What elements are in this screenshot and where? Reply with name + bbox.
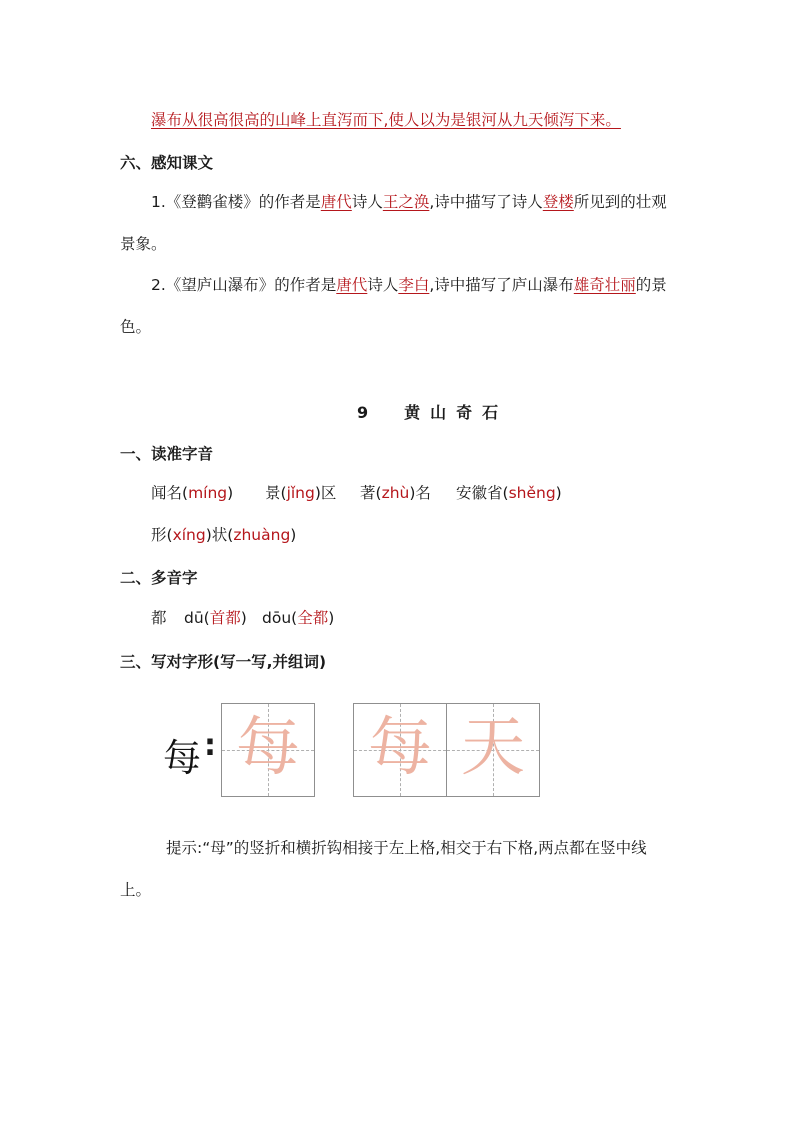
top-sentence: 瀑布从很高很高的山峰上直泻而下,使人以为是银河从九天倾泻下来。	[151, 111, 621, 129]
writing-grid-single	[221, 703, 315, 797]
pinyin-answer: jǐng	[286, 484, 315, 502]
model-char: 每	[236, 711, 300, 785]
polyphone-word: 全都	[297, 609, 329, 627]
pinyin-close: )	[555, 484, 562, 502]
pinyin-word: 状(	[211, 526, 234, 544]
item2-text-1: 2.《望庐山瀑布》的作者是	[151, 276, 337, 294]
item2-line1	[151, 275, 667, 295]
practice-colon: :	[204, 728, 216, 763]
item2-text-2: 诗人	[367, 276, 399, 294]
section-one-heading: 一、读准字音	[120, 445, 214, 463]
section-three-heading: 三、写对字形(写一写,并组词)	[120, 653, 327, 671]
pinyin-item-1	[151, 483, 233, 503]
item2-answer-dynasty: 唐代	[336, 276, 368, 294]
pinyin-item-3	[360, 483, 431, 503]
item1-text-4: 所见到的壮观	[573, 193, 667, 211]
pinyin-close: )区	[314, 484, 337, 502]
pinyin-word: 著(	[360, 484, 382, 502]
pinyin-row-2	[151, 525, 296, 545]
pinyin-close: )	[227, 484, 234, 502]
polyphone-char: 都	[151, 609, 167, 627]
polyphone-reading-1	[184, 608, 247, 628]
model-char: 每	[368, 711, 432, 785]
section-two-heading: 二、多音字	[120, 569, 198, 587]
item2-text-4: 的景	[635, 276, 667, 294]
pinyin-item-4	[456, 483, 562, 503]
polyphone-close: )	[328, 609, 335, 627]
writing-grid-word	[353, 703, 540, 797]
tip-line-2: 上。	[120, 881, 152, 899]
pinyin-word: 形(	[151, 526, 173, 544]
lesson-title: 9 黄山奇石	[357, 403, 509, 422]
pinyin-close: )	[205, 526, 212, 544]
section-six-heading: 六、感知课文	[120, 154, 214, 172]
polyphone-pinyin: dōu(	[262, 609, 298, 627]
item1-text-1: 1.《登鹳雀楼》的作者是	[151, 193, 321, 211]
pinyin-answer: zhuàng	[233, 526, 291, 544]
polyphone-pinyin: dū(	[184, 609, 210, 627]
item1-answer-scene: 登楼	[542, 193, 574, 211]
item1-text-2: 诗人	[351, 193, 383, 211]
item1-answer-poet: 王之涣	[382, 193, 430, 211]
pinyin-word: 闻名(	[151, 484, 189, 502]
pinyin-answer: zhù	[381, 484, 410, 502]
pinyin-item-2	[265, 483, 336, 503]
polyphone-word: 首都	[209, 609, 241, 627]
pinyin-word: 安徽省(	[456, 484, 509, 502]
pinyin-word: 景(	[265, 484, 287, 502]
item2-answer-scene: 雄奇壮丽	[573, 276, 636, 294]
item2-text-3: ,诗中描写了庐山瀑布	[429, 276, 574, 294]
pinyin-answer: xíng	[172, 526, 206, 544]
writing-cell	[446, 704, 539, 796]
item1-answer-dynasty: 唐代	[320, 193, 352, 211]
pinyin-answer: shěng	[508, 484, 556, 502]
pinyin-close: )	[290, 526, 297, 544]
writing-cell	[222, 704, 314, 796]
practice-label-char: 每	[163, 736, 202, 780]
pinyin-answer: míng	[188, 484, 228, 502]
item1-line2: 景象。	[120, 235, 167, 253]
item2-line2: 色。	[120, 318, 152, 336]
writing-cell	[354, 704, 446, 796]
polyphone-close: )	[240, 609, 247, 627]
model-char: 天	[461, 711, 525, 785]
item1-line1	[151, 192, 667, 212]
item2-answer-poet: 李白	[398, 276, 430, 294]
polyphone-reading-2	[262, 608, 334, 628]
tip-line-1: 提示:“母”的竖折和横折钩相接于左上格,相交于右下格,两点都在竖中线	[166, 839, 647, 857]
pinyin-close: )名	[409, 484, 431, 502]
item1-text-3: ,诗中描写了诗人	[429, 193, 543, 211]
